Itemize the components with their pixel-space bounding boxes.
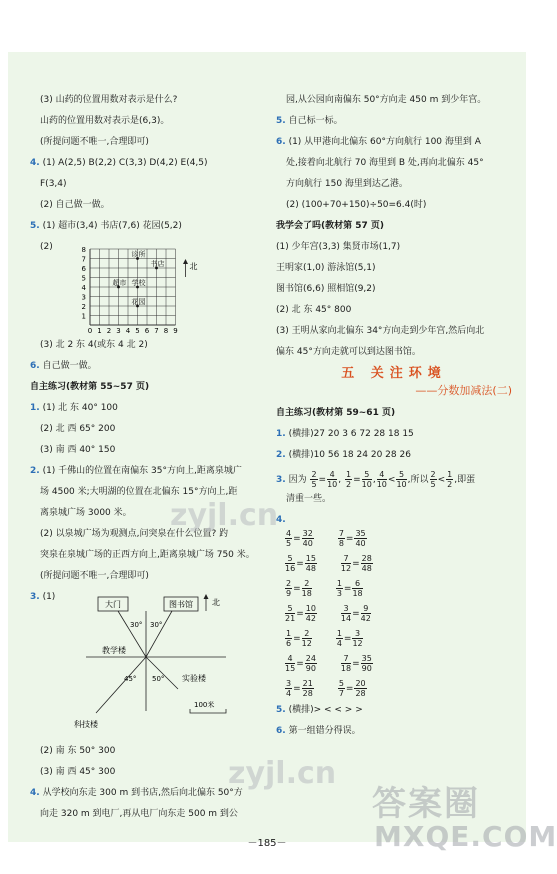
fraction [361,554,373,573]
fraction-line: 3. 因为 $\frac{2}{5}$ = $\frac{4}{10}$ , $\frac{1}{2}$ = $\frac{5}{10}$ , $\frac{4}{10}$ < $\frac{5}{10}$ ,所以 $\frac{2}{5}$ < $\frac{1}{2}$ ,即蛋 [276,470,476,489]
numerator: 7 [341,654,351,664]
text-line: (3) 北 2 东 4(或东 4 北 2) [40,340,148,350]
text-line: (所提问题不唯一,合理即可) [40,137,149,147]
fraction [377,470,387,489]
denominator: 42 [305,614,316,623]
text-line: (3) 山药的位置用数对表示是什么? [40,95,178,105]
fraction [285,554,295,573]
fraction [302,679,314,698]
north-arrow-head [204,594,209,599]
numerator: 15 [305,554,316,563]
question-number: 5. [276,116,286,126]
fraction [354,529,366,548]
denominator: 2 [346,480,352,489]
left-column [30,94,260,829]
numerator: 4 [327,470,337,480]
denominator: 4 [336,639,342,648]
x-tick-label: 2 [106,327,112,335]
numerator: 2 [302,629,312,639]
fraction [302,579,312,598]
text-line: (2) 南 东 50° 300 [40,746,116,756]
fraction [302,529,314,548]
fraction [446,470,453,489]
text-line: 从学校向东走 300 m 到书店,然后向北偏东 50°方 [42,788,243,798]
denominator: 28 [355,689,366,698]
y-tick-label: 8 [81,246,86,254]
compass-area [30,591,260,741]
denominator: 90 [361,664,372,673]
denominator: 10 [376,480,387,489]
text-line: 处,接着向北航行 70 海里到 B 处,再向北偏东 45° [286,158,484,168]
x-tick-label: 4 [125,327,131,335]
y-tick-label: 7 [81,255,86,264]
denominator: 40 [302,539,313,548]
scale-bar [190,709,226,713]
fraction [285,629,292,648]
question-number: 3. [30,592,40,602]
numerator: 21 [302,679,313,688]
y-tick-label: 2 [81,303,86,311]
question-number: 5. [30,221,40,231]
unit-subtitle: ——分数加减法(二) [415,384,512,397]
text-line: (2) 自己做一做。 [40,200,110,210]
text-line: 所以 [410,475,429,485]
unit-title: 五 关注环境 [341,366,447,381]
x-tick-label: 9 [173,327,178,335]
numerator: 1 [447,470,453,479]
text-line: (3) 南 西 45° 300 [40,767,116,777]
fraction [362,470,372,489]
question-number: 6. [276,726,286,736]
numerator: 24 [305,654,316,663]
ray-tech [96,657,146,713]
fraction [310,470,317,489]
text-line: 图书馆(6,6) 照相馆(9,2) [276,284,376,294]
denominator: 12 [301,639,312,648]
question-number: 6. [276,137,286,147]
numerator: 32 [302,529,313,538]
numerator: 35 [355,529,366,538]
watermark: zyjl.cn [170,498,279,533]
numerator: 28 [361,554,372,563]
x-tick-label: 8 [163,327,169,335]
denominator: 5 [430,480,436,489]
numerator: 3 [352,629,362,639]
numerator: 2 [311,470,317,479]
text-line: (1) 北 东 40° 100 [42,403,118,413]
fraction [352,579,362,598]
fraction [338,529,345,548]
numerator: 35 [361,654,372,663]
fraction [285,579,292,598]
denominator: 10 [327,480,338,489]
numerator: 4 [377,470,387,480]
watermark-logo: 答案圈 [372,784,480,824]
denominator: 48 [305,564,316,573]
text-line: 场 4500 米;大明湖的位置在北偏东 15°方向上,距 [40,487,238,497]
fraction [327,470,337,489]
text-line: (2) 北 西 65° 200 [40,424,116,434]
numerator: 3 [286,679,292,688]
text-line: ,即蛋 [454,475,476,485]
y-tick-label: 6 [81,265,86,273]
library-label: 图书馆 [169,600,193,609]
numerator: 9 [361,604,371,614]
text-line: (1) [42,592,56,602]
grid-point-label: 诊所 [131,250,146,259]
denominator: 8 [338,539,344,548]
x-tick-label: 5 [135,327,140,335]
text-line: F(3,4) [40,179,67,189]
text-line: (1) A(2,5) B(2,2) C(3,3) D(4,2) E(4,5) [42,158,208,168]
x-tick-label: 6 [144,327,150,335]
text-line: 突泉在泉城广场的正西方向上,距离泉城广场 750 米。 [40,550,255,560]
fraction [430,470,437,489]
angle-label: 45° [124,675,137,683]
lab-building-label: 实验楼 [182,674,206,683]
text-line: (横排)10 56 18 24 20 28 26 [288,450,411,460]
text-line: 向走 320 m 到电厂,再从电厂向东走 500 m 到公 [40,809,238,819]
watermark-logo: MXQE.COM [374,820,557,853]
numerator: 4 [286,529,292,538]
denominator: 12 [340,564,352,573]
ray-library [146,611,172,657]
y-tick-label: 1 [81,312,86,321]
gate-label: 大门 [105,600,121,609]
fraction [305,604,317,623]
fraction-equation: $\frac{1}{6}$ = $\frac{2}{12}$ $\frac{1}{4}$ = $\frac{3}{12}$ [286,629,363,648]
numerator: 1 [336,629,342,638]
numerator: 6 [352,579,362,589]
fraction-equation: $\frac{2}{9}$ = $\frac{2}{18}$ $\frac{1}{3}$ = $\frac{6}{18}$ [286,579,363,598]
text-line: (横排)27 20 3 6 72 28 18 15 [288,429,414,439]
text-line: 王明家(1,0) 游泳馆(5,1) [276,263,376,273]
numerator: 20 [355,679,366,688]
text-line: (横排)> < < > > [288,705,363,715]
angle-label: 30° [130,621,143,629]
numerator: 2 [286,579,292,588]
x-tick-label: 1 [97,327,102,335]
text-line: (2) 以泉城广场为观测点,问突泉在什么位置? 趵 [40,529,229,539]
fraction [336,629,343,648]
denominator: 18 [352,589,363,598]
text-line: 方向航行 150 海里到达乙港。 [286,179,408,189]
denominator: 5 [311,480,317,489]
question-number: 5. [276,705,286,715]
question-number: 4. [30,158,40,168]
numerator: 5 [285,554,295,564]
x-tick-label: 7 [154,327,159,335]
right-column [276,94,512,746]
text-line: 第一组错分得误。 [288,726,361,736]
numerator: 7 [341,554,351,564]
denominator: 10 [396,480,407,489]
numerator: 1 [286,629,292,638]
denominator: 4 [286,689,292,698]
coordinate-grid [70,241,280,333]
grid-point-label: 书店 [150,260,165,268]
numerator: 10 [305,604,316,613]
numerator: 2 [430,470,436,479]
north-label: 北 [212,598,220,607]
compass-diagram [66,591,256,741]
question-number: 2. [30,466,40,476]
fraction [305,654,317,673]
text-line: (3) 南 西 40° 150 [40,445,116,455]
north-label: 北 [189,262,198,271]
denominator: 14 [340,614,352,623]
fraction-equation: $\frac{4}{5}$ = $\frac{32}{40}$ $\frac{7}{8}$ = $\frac{35}{40}$ [286,529,366,548]
numerator: 4 [285,654,295,664]
fraction [285,529,292,548]
fraction [285,604,295,623]
numerator: 5 [285,604,295,614]
question-number: 3. [276,475,286,485]
fraction [354,679,366,698]
text-line: (2) [40,242,53,252]
denominator: 40 [355,539,366,548]
fraction-list [276,529,512,698]
fraction [338,679,345,698]
denominator: 3 [336,589,342,598]
fraction [352,629,362,648]
fraction [341,604,351,623]
y-tick-label: 5 [81,274,86,283]
denominator: 6 [286,639,292,648]
text-line: 离泉城广场 3000 米。 [40,508,132,518]
question-number: 4. [30,788,40,798]
question-number: 1. [30,403,40,413]
denominator: 7 [338,689,344,698]
x-tick-label: 3 [116,327,121,335]
denominator: 9 [286,589,292,598]
fraction [396,470,406,489]
denominator: 5 [286,539,292,548]
denominator: 48 [361,564,372,573]
tech-building-label: 科技楼 [74,720,98,729]
numerator: 2 [302,579,312,589]
denominator: 90 [305,664,316,673]
numerator: 5 [338,679,344,688]
fraction [285,654,295,673]
numerator: 3 [341,604,351,614]
fraction [361,604,371,623]
text-line: 自己做一做。 [42,361,97,371]
teach-building-label: 教学楼 [102,646,126,655]
grid-point-label: 学校 [131,279,146,287]
question-number: 6. [30,361,40,371]
denominator: 12 [352,639,363,648]
fraction [336,579,343,598]
numerator: 7 [338,529,344,538]
denominator: 18 [301,589,312,598]
y-tick-label: 3 [81,293,86,302]
text-line: (1) 从甲港向北偏东 60°方向航行 100 海里到 A [288,137,481,147]
numerator: 5 [362,470,372,480]
text-line: (3) 王明从家向北偏东 34°方向走到少年宫,然后向北 [276,326,485,336]
text-line: (2) (100+70+150)÷50=6.4(时) [286,200,427,210]
text-line: 自己标一标。 [288,116,343,126]
text-line: 清重一些。 [286,494,332,504]
denominator: 10 [361,480,372,489]
fraction [341,654,351,673]
text-line: (所提问题不唯一,合理即可) [40,571,149,581]
fraction [305,554,317,573]
fraction [341,554,351,573]
angle-label: 30° [150,621,163,629]
text-line: (2) 北 东 45° 800 [276,305,352,315]
section-heading: 自主练习(教材第 55~57 页) [30,382,150,392]
y-tick-label: 4 [81,284,86,292]
denominator: 16 [285,564,296,573]
fraction [285,679,292,698]
angle-label: 50° [152,675,165,683]
section-heading: 我学会了吗(教材第 57 页) [276,221,385,231]
fraction-equation: $\frac{4}{15}$ = $\frac{24}{90}$ $\frac{7}{18}$ = $\frac{35}{90}$ [285,654,372,673]
numerator: 5 [396,470,406,480]
fraction [361,654,373,673]
denominator: 15 [285,664,296,673]
text-line: 园,从公园向南偏东 50°方向走 450 m 到少年宫。 [286,95,487,105]
denominator: 21 [285,614,296,623]
watermark: zyjl.cn [228,756,337,791]
x-tick-label: 0 [87,327,93,335]
fraction-equation: $\frac{3}{4}$ = $\frac{21}{28}$ $\frac{5}{7}$ = $\frac{20}{28}$ [286,679,366,698]
denominator: 18 [340,664,352,673]
text-line: (1) 超市(3,4) 书店(7,6) 花园(5,2) [42,221,182,231]
scale-label: 100米 [194,701,215,709]
question-number: 4. [276,515,286,525]
text-line: 偏东 45°方向走就可以到达图书馆。 [276,347,421,357]
text-line: (1) 千佛山的位置在南偏东 35°方向上,距离泉城广 [42,466,242,476]
fraction-equation: $\frac{5}{21}$ = $\frac{10}{42}$ $\frac{3}{14}$ = $\frac{9}{42}$ [285,604,371,623]
text-line: (1) 少年宫(3,3) 集贤市场(1,7) [276,242,401,252]
question-number: 2. [276,450,286,460]
grid-area [30,241,260,333]
numerator: 1 [336,579,342,588]
denominator: 28 [302,689,313,698]
denominator: 42 [360,614,371,623]
grid-point-label: 超市 [112,279,127,287]
page-number: －185－ [247,838,287,849]
numerator: 1 [346,470,352,479]
question-number: 1. [276,429,286,439]
section-heading: 自主练习(教材第 59~61 页) [276,408,396,418]
fraction [302,629,312,648]
text-line: 山药的位置用数对表示是(6,3)。 [40,116,170,126]
north-arrow-head [183,259,188,264]
fraction-equation: $\frac{5}{16}$ = $\frac{15}{48}$ $\frac{7}{12}$ = $\frac{28}{48}$ [285,554,372,573]
fraction [345,470,352,489]
denominator: 2 [447,480,453,489]
grid-point-label: 花园 [131,298,146,306]
text-line: 因为 [288,475,307,485]
ray-lab [146,657,178,689]
